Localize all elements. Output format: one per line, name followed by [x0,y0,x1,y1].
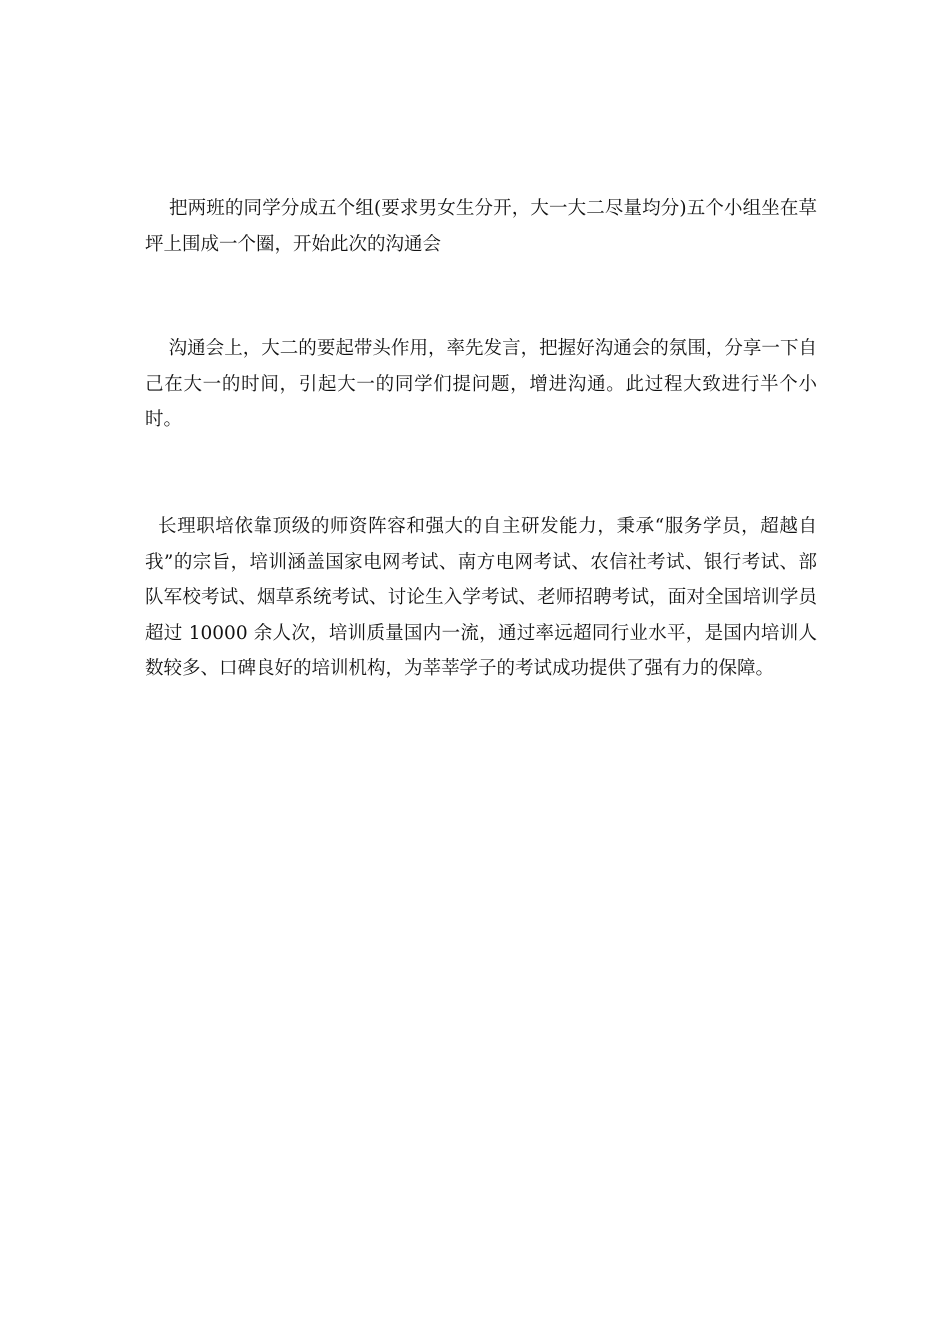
paragraph-training-institution: 长理职培依靠顶级的师资阵容和强大的自主研发能力，秉承“服务学员，超越自我”的宗旨，培训涵盖国家电网考试、南方电网考试、农信社考试、银行考试、部队军校考试、烟草系统考试、讨论生入学考试、老师招聘考试，面对全国培训学员超过 10000 余人次，培训质量国内一流，通过率远超同行业水平，是国内培训人数较多、口碑良好的培训机构，为莘莘学子的考试成功提供了强有力的保障。 [145,516,818,679]
paragraph-communication-meeting: 沟通会上，大二的要起带头作用，率先发言，把握好沟通会的氛围，分享一下自己在大一的时间，引起大一的同学们提问题，增进沟通。此过程大致进行半个小时。 [145,338,817,430]
paragraph-group-discussion: 把两班的同学分成五个组(要求男女生分开，大一大二尽量均分)五个小组坐在草坪上围成一个圈，开始此次的沟通会 [145,198,817,255]
